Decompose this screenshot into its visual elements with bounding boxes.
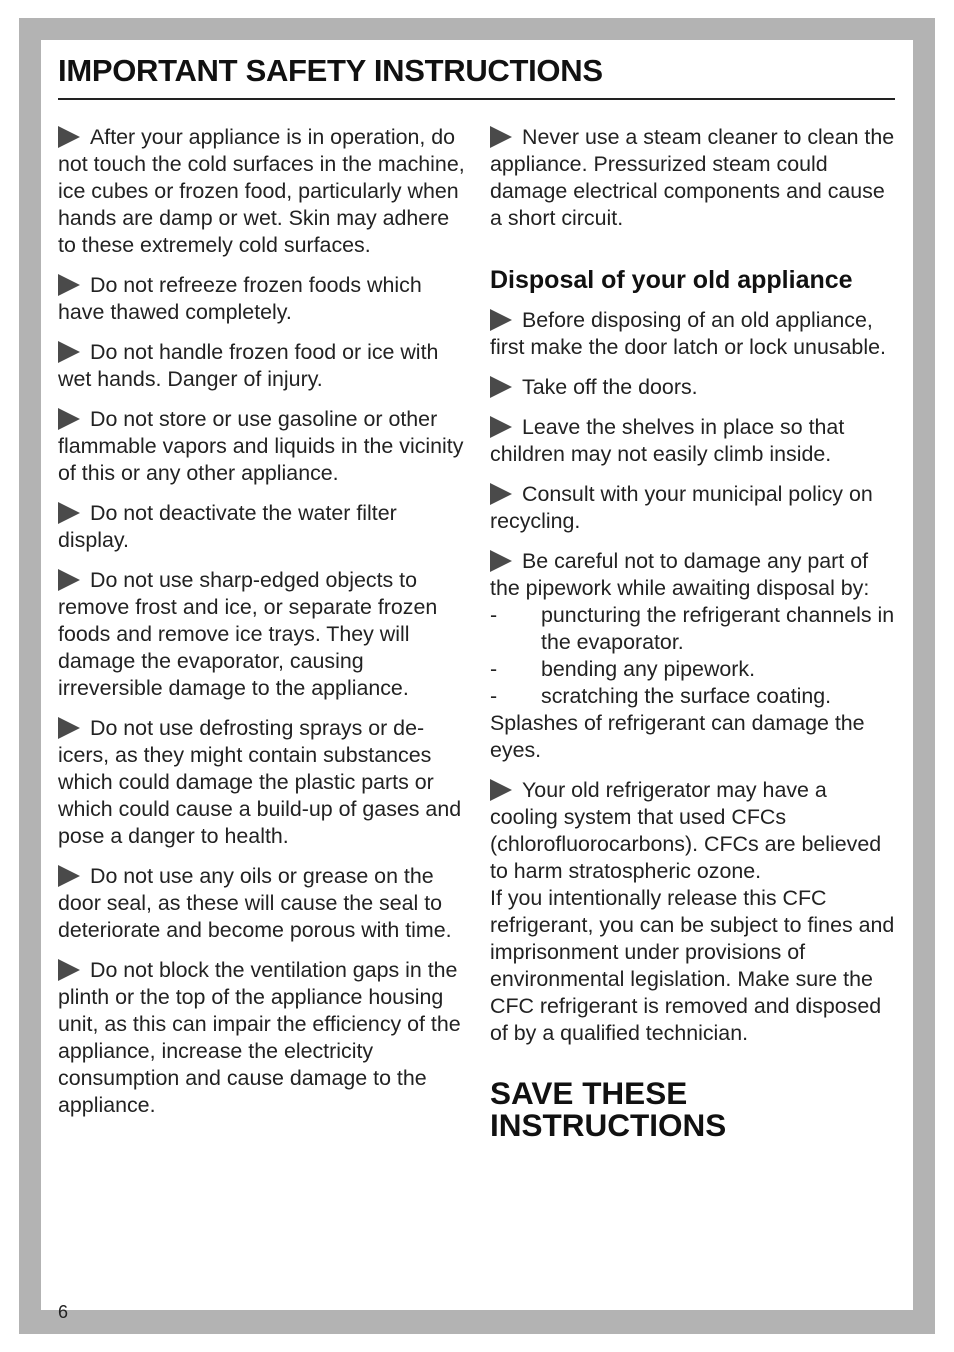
cfc-continuation: If you intentionally release this CFC refrigerant, you can be subject to fines and imprisonment under provisions of environmental legislation. Make sure the CFC refrigerant is removed and disposed of by a qualified technician.	[490, 886, 895, 1045]
play-arrow-icon	[490, 779, 512, 801]
disposal-item: Take off the doors.	[490, 374, 898, 401]
play-arrow-icon	[490, 483, 512, 505]
list-item: - bending any pipework.	[490, 657, 756, 681]
safety-item: Do not refreeze frozen foods which have thawed completely.	[58, 273, 422, 324]
disposal-item: Leave the shelves in place so that children may not easily climb inside.	[490, 415, 845, 466]
disposal-item: Before disposing of an old appliance, first make the door latch or lock unusable.	[490, 308, 886, 359]
play-arrow-icon	[58, 717, 80, 739]
safety-item: Do not store or use gasoline or other flammable vapors and liquids in the vicinity of this or any other appliance.	[58, 407, 464, 485]
list-item: - puncturing the refrigerant channels in the evaporator.	[490, 603, 895, 654]
play-arrow-icon	[58, 274, 80, 296]
disposal-heading: Disposal of your old appliance	[490, 266, 853, 294]
play-arrow-icon	[58, 408, 80, 430]
play-arrow-icon	[490, 309, 512, 331]
pipework-closing: Splashes of refrigerant can damage the eyes.	[490, 711, 865, 762]
cfc-item: Your old refrigerator may have a cooling system that used CFCs (chlorofluorocarbons). CFCs are believed to harm stratospheric ozone. If you intentionally release this CFC refrigerant, you can be subject to fines and imprisonment under provisions of environmental legislation. Make sure the CFC refrigerant is removed and disposed of by a qualified technician.	[490, 777, 898, 1047]
play-arrow-icon	[490, 376, 512, 398]
safety-item: Do not block the ventilation gaps in the plinth or the top of the appliance housing unit, as this can impair the efficiency of the appliance, increase the electricity consumption and cause damage to the appliance.	[58, 958, 461, 1117]
safety-item: Do not deactivate the water filter display.	[58, 501, 397, 552]
play-arrow-icon	[58, 865, 80, 887]
left-column	[58, 124, 468, 1132]
play-arrow-icon	[490, 126, 512, 148]
safety-item: Do not use any oils or grease on the door seal, as these will cause the seal to deteriorate and become porous with time.	[58, 864, 452, 942]
list-item: - scratching the surface coating.	[490, 684, 832, 708]
play-arrow-icon	[58, 569, 80, 591]
right-column	[490, 124, 898, 1141]
play-arrow-icon	[490, 416, 512, 438]
page-title: IMPORTANT SAFETY INSTRUCTIONS	[58, 53, 603, 88]
title-divider	[58, 98, 895, 100]
safety-item: Never use a steam cleaner to clean the appliance. Pressurized steam could damage electrical components and cause a short circuit.	[490, 125, 895, 230]
play-arrow-icon	[58, 341, 80, 363]
pipework-sub-list	[490, 602, 898, 710]
play-arrow-icon	[58, 126, 80, 148]
safety-item: Do not use sharp-edged objects to remove frost and ice, or separate frozen foods and remove ice trays. They will damage the evaporator, causing irreversible damage to the appliance.	[58, 568, 438, 700]
safety-item: After your appliance is in operation, do not touch the cold surfaces in the machine, ice cubes or frozen food, particularly when hands are damp or wet. Skin may adhere to these extremely cold surfaces.	[58, 125, 465, 257]
pipework-item: Be careful not to damage any part of the pipework while awaiting disposal by: - puncturing the refrigerant channels in the evaporator. - bending any pipework. - scratching the surface coating. Splashes of refrigerant can damage the eyes.	[490, 548, 898, 764]
play-arrow-icon	[490, 550, 512, 572]
safety-item: Do not handle frozen food or ice with wet hands. Danger of injury.	[58, 340, 439, 391]
page-number: 6	[58, 1302, 69, 1322]
save-instructions-heading: SAVE THESE INSTRUCTIONS	[490, 1075, 727, 1143]
disposal-item: Consult with your municipal policy on recycling.	[490, 482, 873, 533]
play-arrow-icon	[58, 959, 80, 981]
safety-item: Do not use defrosting sprays or de-icers, as they might contain substances which could damage the plastic parts or which could cause a build-up of gases and pose a danger to health.	[58, 716, 462, 848]
play-arrow-icon	[58, 502, 80, 524]
